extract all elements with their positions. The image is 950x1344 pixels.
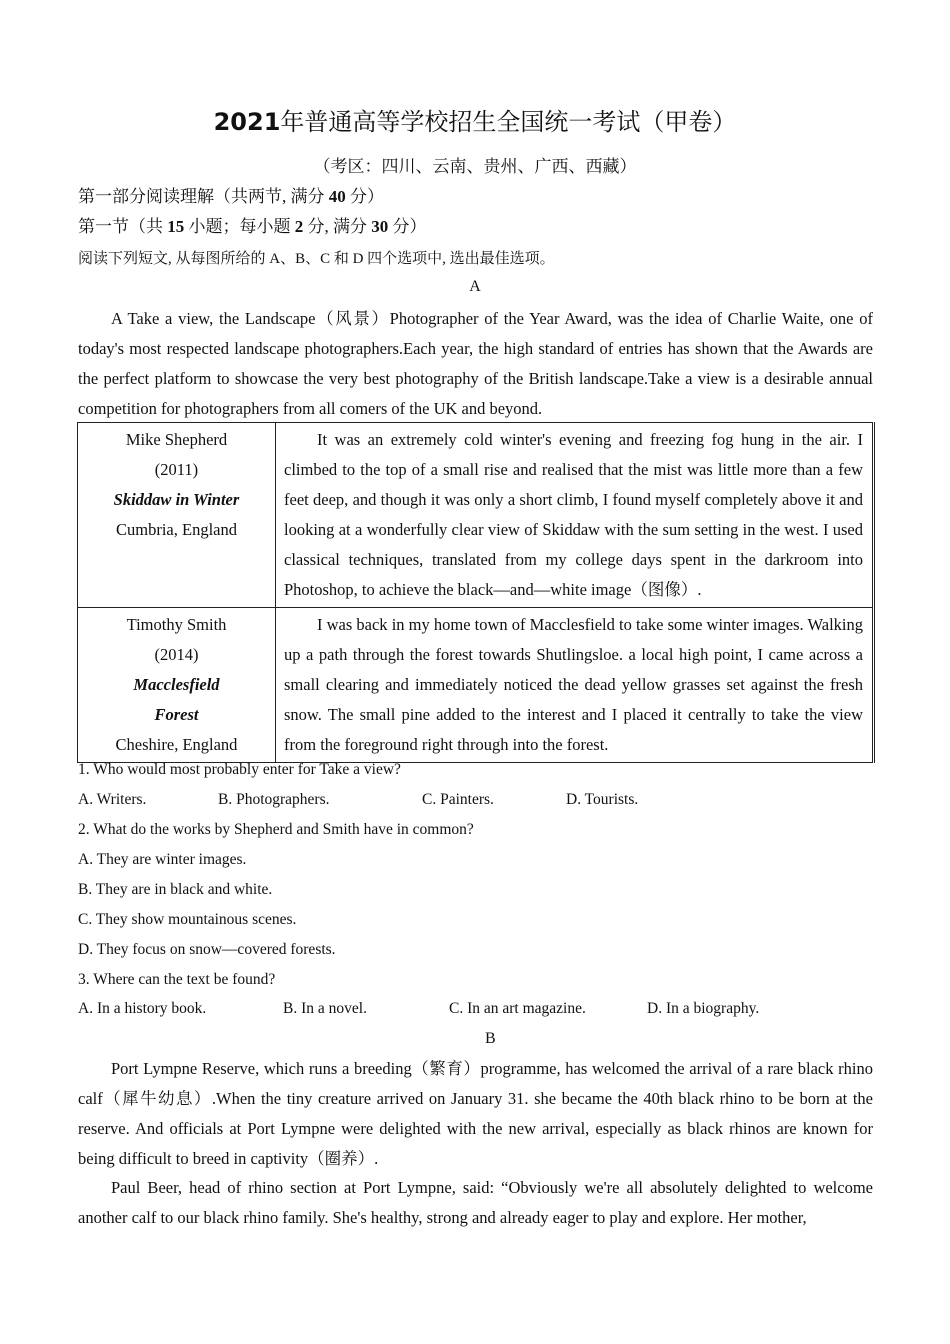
entry-year: (2011) [154, 460, 199, 479]
photographers-table [77, 422, 875, 763]
work-title-line-2: Forest [154, 705, 199, 724]
entry-info [78, 423, 276, 608]
exam-region: （考区：四川、云南、贵州、广西、西藏） [313, 157, 637, 176]
passage-a-intro: A Take a view, the Landscape（风景）Photographer of the Year Award, was the idea of Charlie Waite, one of today's most respected landscape photographers.Each year, the high standard of entries has shown that the Awards are the perfect platform to showcase the very best photography of the British landscape.Take a view is a desirable annual competition for photographers from all comers of the UK and beyond. [78, 309, 873, 418]
part-heading: 第一部分阅读理解（共两节, 满分 40 分） [78, 187, 384, 206]
table-row [78, 608, 874, 763]
photographer-name: Mike Shepherd [125, 430, 228, 449]
option-1b: B. Photographers. [218, 791, 330, 808]
passage-b-letter: B [485, 1030, 496, 1047]
passage-b-paragraph-1: Port Lympne Reserve, which runs a breeding（繁育）programme, has welcomed the arrival of a rare black rhino calf（犀牛幼息）.When the tiny creature arrived on January 31. she became the 40th black rhino to be born at the reserve. And officials at Port Lympne were delighted with the new arrival, especially as black rhinos are known for being difficult to breed in captivity（圈养）. [78, 1059, 873, 1168]
exam-title [0, 104, 950, 140]
instruction: 阅读下列短文, 从每图所给的 A、B、C 和 D 四个选项中, 选出最佳选项。 [78, 251, 555, 267]
option-2d: D. They focus on snow—covered forests. [78, 941, 336, 958]
option-3a: A. In a history book. [78, 1000, 207, 1017]
option-2b: B. They are in black and white. [78, 881, 273, 898]
option-1d: D. Tourists. [566, 791, 639, 808]
work-title: Skiddaw in Winter [113, 490, 240, 509]
entry-description: I was back in my home town of Macclesfield to take some winter images. Walking up a path through the forest towards Shutlingsloe. a local high point, I came across a small clearing and immediately noticed the dead yellow grasses set against the fresh snow. The small pine added to the interest and I placed it centrally to take the view from the foreground right through into the forest. [276, 608, 874, 763]
entry-place: Cheshire, England [115, 735, 238, 754]
option-1c: C. Painters. [422, 791, 494, 808]
option-2a: A. They are winter images. [78, 851, 247, 868]
question-2: 2. What do the works by Shepherd and Smith have in common? [78, 821, 474, 838]
exam-year: 2021 [213, 108, 281, 136]
question-3: 3. Where can the text be found? [78, 971, 276, 988]
option-3c: C. In an art magazine. [449, 1000, 586, 1017]
option-3d: D. In a biography. [647, 1000, 760, 1017]
passage-b-paragraph-2: Paul Beer, head of rhino section at Port Lympne, said: “Obviously we're all absolutely delighted to welcome another calf to our black rhino family. She's healthy, strong and already eager to play and explore. Her mother, [78, 1178, 873, 1227]
entry-year: (2014) [154, 645, 199, 664]
question-1: 1. Who would most probably enter for Take a view? [78, 761, 401, 778]
option-1a: A. Writers. [78, 791, 147, 808]
entry-info [78, 608, 276, 763]
passage-a-letter: A [469, 278, 481, 295]
entry-description: It was an extremely cold winter's evening and freezing fog hung in the air. I climbed to the top of a small rise and realised that the mist was little more than a few feet deep, and though it was only a short climb, I found myself completely above it and looking at a wonderfully clear view of Skiddaw with the sum setting in the west. I used classical techniques, translated from my college days spent in the darkroom into Photoshop, to achieve the black—and—white image（图像）. [276, 423, 874, 608]
work-title: Macclesfield [133, 675, 220, 694]
option-3b: B. In a novel. [283, 1000, 367, 1017]
section-heading: 第一节（共 15 小题；每小题 2 分, 满分 30 分） [78, 217, 427, 236]
entry-place: Cumbria, England [116, 520, 237, 539]
table-row [78, 423, 874, 608]
option-2c: C. They show mountainous scenes. [78, 911, 297, 928]
photographer-name: Timothy Smith [126, 615, 227, 634]
exam-title-text: 年普通高等学校招生全国统一考试（甲卷） [280, 108, 737, 136]
